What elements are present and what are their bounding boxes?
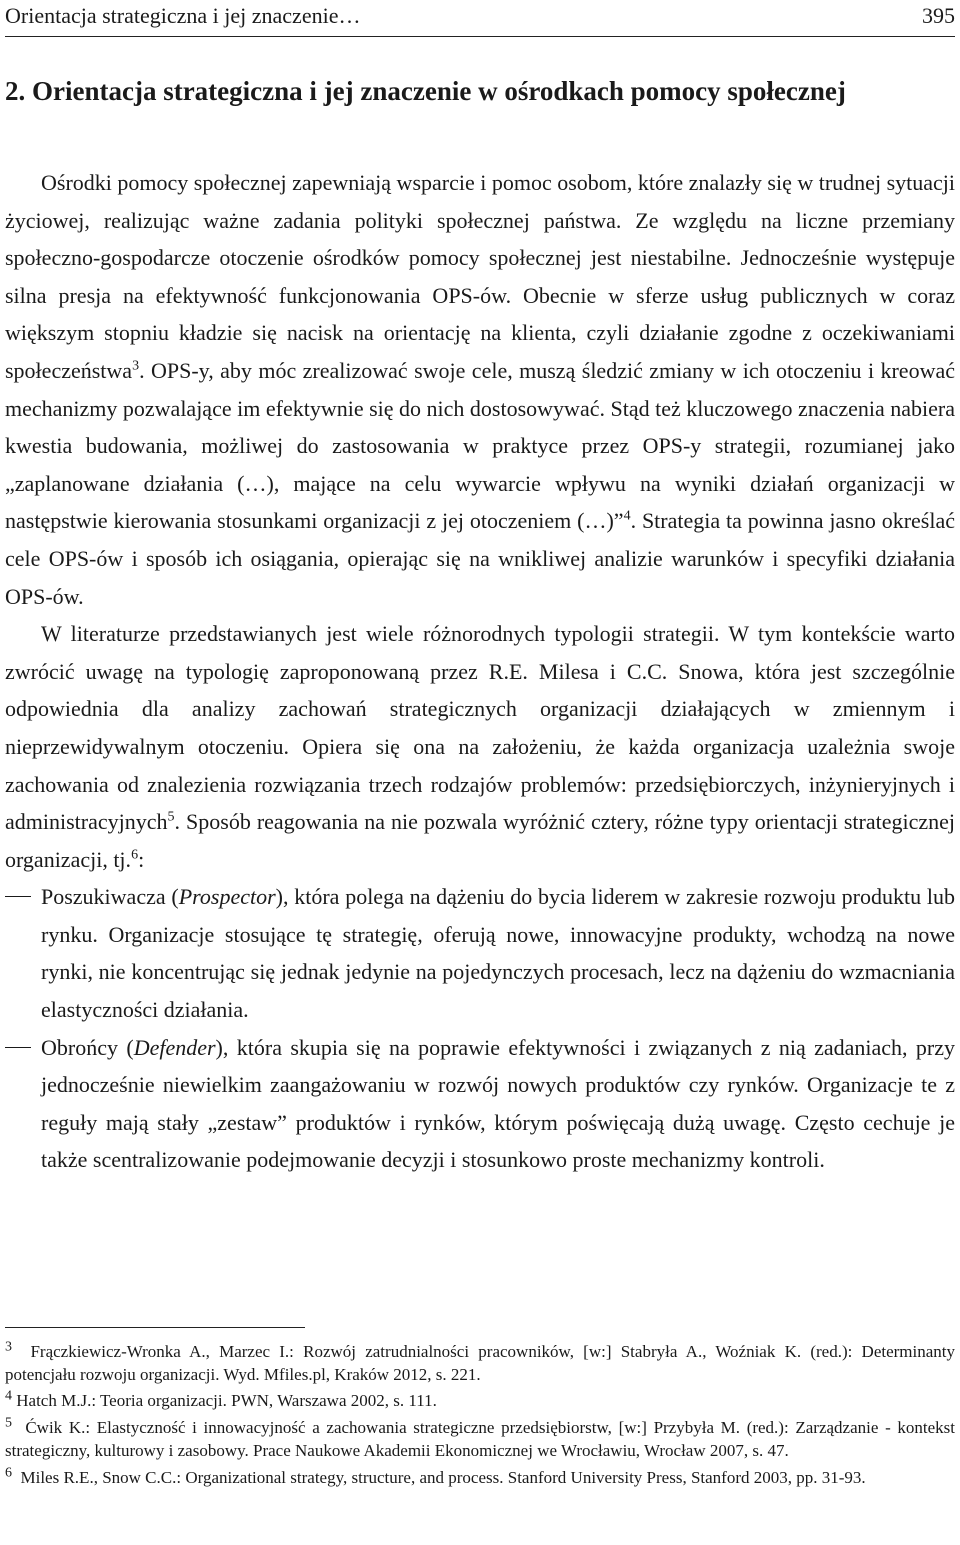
footnote-4 bbox=[5, 1390, 955, 1413]
paragraph-1-part-c: . Strategia ta powinna jasno określać cele OPS-ów i sposób ich osiągania, opierając się na wnikliwej analizie warunków i specyfiki działania OPS-ów. bbox=[5, 508, 955, 609]
footnote-ref-6[interactable]: 6 bbox=[131, 847, 139, 863]
footnote-3 bbox=[5, 1341, 955, 1386]
footnote-5 bbox=[5, 1417, 955, 1462]
footnote-text: Hatch M.J.: Teoria organizacji. PWN, Warszawa 2002, s. 111. bbox=[16, 1391, 437, 1411]
list-item-lead: Obrońcy ( bbox=[41, 1034, 134, 1060]
section-heading: 2. Orientacja strategiczna i jej znaczenie w ośrodkach pomocy społecznej bbox=[5, 76, 846, 106]
list-item-defender bbox=[5, 1029, 955, 1179]
dash-bullet-icon bbox=[5, 1047, 31, 1048]
paragraph-1-part-b: . OPS-y, aby móc zrealizować swoje cele, muszą śledzić zmiany w ich otoczeniu i kreować mechanizmy pozwalające im efektywnie się do nich dostosowywać. Stąd też kluczowego znaczenia nabiera kwestia budowania, możliwej do zastosowania w praktyce przez OPS-y strategii, rozumianej jako „zaplanowane działania (…), mające na celu wywarcie wpływu na wyniki działań organizacji w następstwie kierowania stosunkami organizacji z jej otoczeniem (…)” bbox=[5, 357, 955, 534]
footnote-divider bbox=[5, 1327, 305, 1328]
dash-bullet-icon bbox=[5, 896, 31, 897]
running-title: Orientacja strategiczna i jej znaczenie… bbox=[5, 3, 361, 28]
list-item-term: Defender bbox=[133, 1034, 216, 1060]
footnote-number: 4 bbox=[5, 1388, 12, 1404]
footnote-ref-4[interactable]: 4 bbox=[623, 509, 631, 525]
paragraph-2-part-c: : bbox=[138, 846, 145, 872]
paragraph-2-part-b: . Sposób reagowania na nie pozwala wyróżnić cztery, różne typy orientacji strategicznej organizacji, tj. bbox=[5, 809, 955, 872]
footnote-text: Miles R.E., Snow C.C.: Organizational strategy, structure, and process. Stanford University Press, Stanford 2003, pp. 31-93. bbox=[20, 1467, 866, 1487]
list-item-term: Prospector bbox=[178, 884, 276, 910]
footnote-number: 3 bbox=[5, 1339, 12, 1355]
paragraph-1 bbox=[5, 164, 955, 615]
footnote-ref-5[interactable]: 5 bbox=[167, 809, 175, 825]
paragraph-2 bbox=[5, 615, 955, 878]
running-header bbox=[5, 0, 955, 37]
footnote-ref-3[interactable]: 3 bbox=[132, 358, 140, 374]
footnotes bbox=[5, 1341, 955, 1493]
footnote-6 bbox=[5, 1464, 955, 1490]
list-item-text: ), która skupia się na poprawie efektywności i związanych z nią zadaniach, przy jednocześnie niewielkim zaangażowaniu w rozwój nowych produktów czy rynków. Organizacje te z reguły mają stały „zestaw” produktów i rynków, którym poświęcają dużą uwagę. Często cechuje je także scentralizowanie podejmowanie decyzji i stosunkowo proste mechanizmy kontroli. bbox=[41, 1034, 955, 1173]
strategy-type-list bbox=[5, 878, 955, 1179]
page-number: 395 bbox=[922, 3, 955, 28]
list-item-lead: Poszukiwacza ( bbox=[41, 884, 179, 910]
footnote-text: Ćwik K.: Elastyczność i innowacyjność a zachowania strategiczne przedsiębiorstw, [w:] Przybyła M. (red.): Zarządzanie - kontekst strategiczny, kulturowy i zasobowy. Prace Naukowe Akademii Ekonomicznej we Wrocławiu, Wrocław 2007, s. 47. bbox=[5, 1418, 955, 1460]
footnote-text: Frączkiewicz-Wronka A., Marzec I.: Rozwój zatrudnialności pracowników, [w:] Stabryła A., Woźniak K. (red.): Determinanty potencjału rozwoju organizacji. Wyd. Mfiles.pl, Kraków 2012, s. 221. bbox=[5, 1342, 956, 1384]
paragraph-1-part-a: Ośrodki pomocy społecznej zapewniają wsparcie i pomoc osobom, które znalazły się w trudnej sytuacji życiowej, realizując ważne zadania polityki społecznej państwa. Ze względu na liczne przemiany społeczno-gospodarcze otoczenie ośrodków pomocy społecznej jest niestabilne. Jednocześnie występuje silna presja na efektywność funkcjonowania OPS-ów. Obecnie w sferze usług publicznych w coraz większym stopniu kładzie się nacisk na orientację na klienta, czyli działanie zgodne z oczekiwaniami społeczeństwa bbox=[5, 170, 955, 383]
body-text bbox=[5, 164, 955, 1179]
footnote-number: 6 bbox=[5, 1464, 12, 1480]
footnote-number: 5 bbox=[5, 1415, 12, 1431]
list-item-prospector bbox=[5, 878, 955, 1028]
paragraph-2-part-a: W literaturze przedstawianych jest wiele różnorodnych typologii strategii. W tym kontekście warto zwrócić uwagę na typologię zaproponowaną przez R.E. Milesa i C.C. Snowa, która jest szczególnie odpowiednia dla analizy zachowań strategicznych organizacji działających w zmiennym i nieprzewidywalnym otoczeniu. Opiera się ona na założeniu, że każda organizacja uzależnia swoje zachowania od znalezienia rozwiązania trzech rodzajów problemów: przedsiębiorczych, inżynieryjnych i administracyjnych bbox=[5, 621, 955, 835]
list-item-text: ), która polega na dążeniu do bycia liderem w zakresie rozwoju produktu lub rynku. Organizacje stosujące tę strategię, oferują nowe, innowacyjne produkty, wchodzą na nowe rynki, nie koncentrując się jednak jedynie na pojedynczych procesach, lecz na dążeniu do wzmacniania elastyczności działania. bbox=[41, 884, 955, 1023]
